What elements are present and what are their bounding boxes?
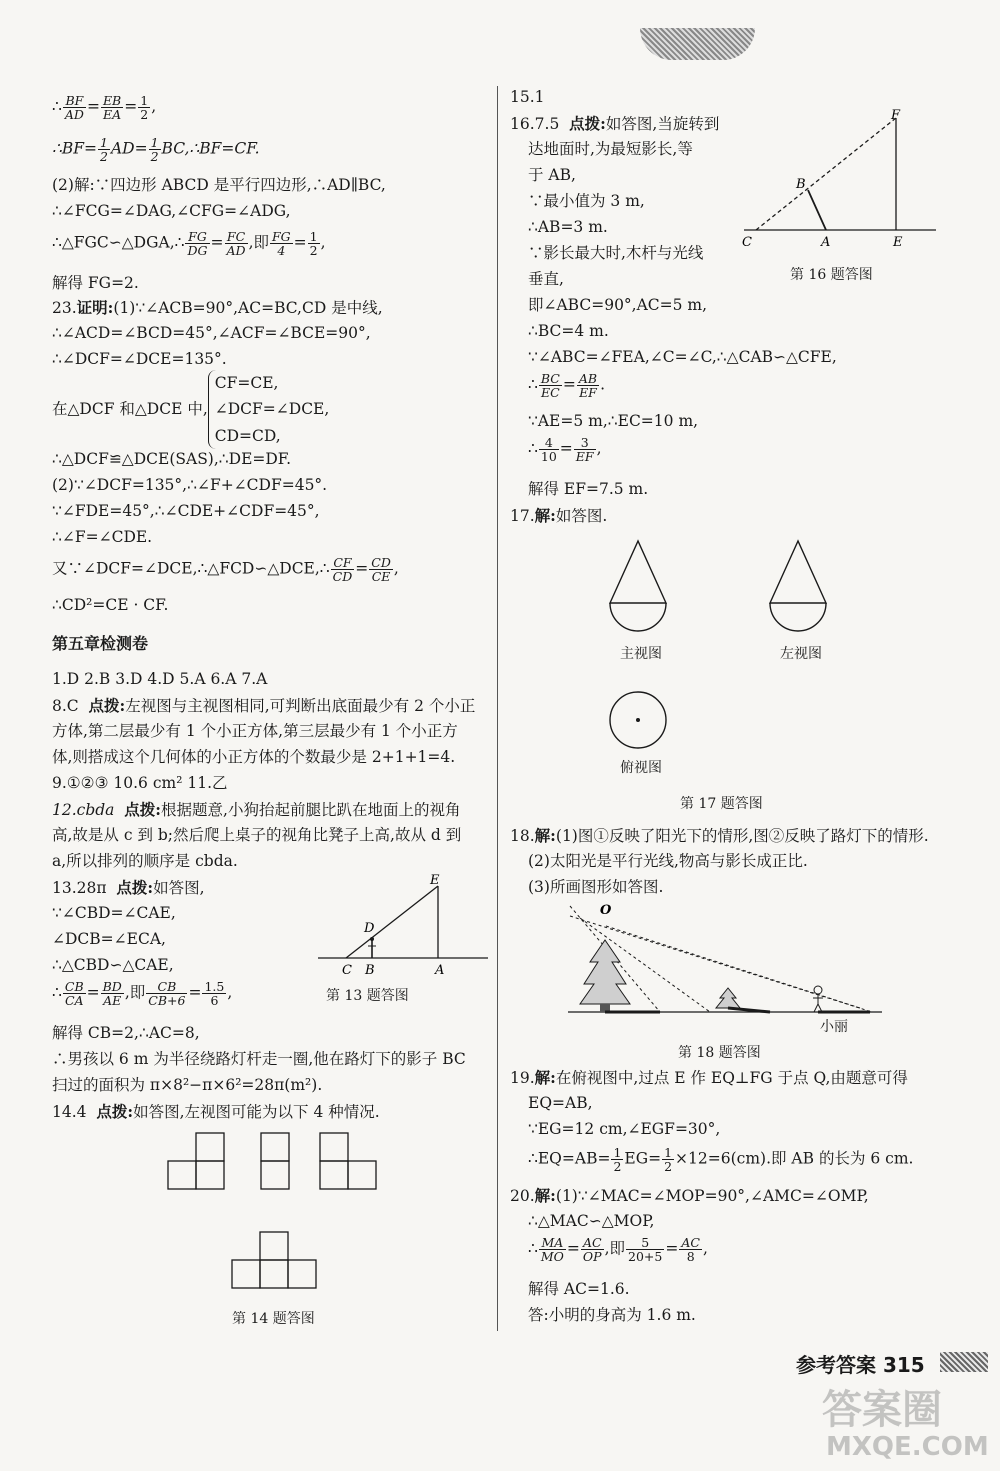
page-number: 315 bbox=[882, 1353, 925, 1377]
figure-16 bbox=[738, 108, 943, 248]
text-line: ∴△CBD∽△CAE, bbox=[52, 956, 174, 974]
label-e: E bbox=[893, 235, 903, 250]
brace-system: 在△DCF 和△DCE 中, CF=CE, ∠DCF=∠DCE, CD=CD, bbox=[52, 370, 329, 449]
problem-16-line: 16.7.5 点拨:如答图,当旋转到 bbox=[510, 114, 720, 133]
eq-line-r23: ∴EQ=AB= $\frac{1}{2}$ EG= $\frac{1}{2}$ ×12=6(cm).即 AB 的长为 6 cm. bbox=[528, 1145, 914, 1175]
text-line: ∵∠CBD=∠CAE, bbox=[52, 904, 176, 922]
label-e: E bbox=[430, 873, 440, 888]
text-line: ∴∠ACD=∠BCD=45°,∠ACF=∠BCE=90°, bbox=[52, 324, 371, 342]
text-line: 高,故是从 c 到 b;然后爬上桌子的视角比凳子上高,故从 d 到 bbox=[52, 826, 462, 844]
problem-8-line: 8.C 点拨:左视图与主视图相同,可判断出底面最少有 2 个小正 bbox=[52, 696, 476, 715]
text-line: ∵影长最大时,木杆与光线 bbox=[528, 244, 704, 262]
label-b: B bbox=[796, 177, 806, 192]
figure-18 bbox=[560, 900, 890, 1025]
problem-20-line: 20.解:(1)∵∠MAC=∠MOP=90°,∠AMC=∠OMP, bbox=[510, 1186, 869, 1205]
text-line: (3)所画图形如答图. bbox=[528, 878, 664, 896]
eq-line-2: ∴BF= $\frac{1}{2}$ AD= $\frac{1}{2}$ BC,∴BF=CF. bbox=[52, 135, 260, 165]
text-line: 体,则搭成这个几何体的小正方体的个数最少是 2+1+1=4. bbox=[52, 748, 456, 766]
problem-19-line: 19.解:在俯视图中,过点 E 作 EQ⊥FG 于点 Q,由题意可得 bbox=[510, 1068, 908, 1087]
figure-17-caption: 第 17 题答图 bbox=[680, 796, 763, 812]
top-view-label: 俯视图 bbox=[620, 760, 662, 776]
footer-decoration bbox=[940, 1352, 988, 1372]
text-line: 即∠ABC=90°,AC=5 m, bbox=[528, 296, 708, 314]
text-line: ∴∠DCF=∠DCE=135°. bbox=[52, 350, 227, 368]
text-line: ∵∠FDE=45°,∴∠CDE+∠CDF=45°, bbox=[52, 502, 320, 520]
problem-12-line: 12.cbda 点拨:根据题意,小狗抬起前腿比趴在地面上的视角 bbox=[52, 800, 461, 819]
footer-label: 参考答案 bbox=[796, 1353, 876, 1377]
text-line: (2)∵∠DCF=135°,∴∠F+∠CDF=45°. bbox=[52, 476, 328, 494]
xiaoli-label: 小丽 bbox=[820, 1019, 848, 1035]
watermark-url: MXQE.COM bbox=[826, 1432, 989, 1462]
text-line: ∴△MAC∽△MOP, bbox=[528, 1212, 655, 1230]
text-line: ∴△DCF≌△DCE(SAS),∴DE=DF. bbox=[52, 450, 292, 468]
label-b: B bbox=[365, 963, 375, 978]
text-line: 扫过的面积为 π×8²−π×6²=28π(m²). bbox=[52, 1076, 323, 1094]
text-line: ∴CD²=CE · CF. bbox=[52, 596, 169, 614]
label-a: A bbox=[435, 963, 445, 978]
label-d: D bbox=[364, 921, 375, 936]
text-line: 于 AB, bbox=[528, 166, 576, 184]
problem-14-line: 14.4 点拨:如答图,左视图可能为以下 4 种情况. bbox=[52, 1102, 380, 1121]
text-line: 解得 CB=2,∴AC=8, bbox=[52, 1024, 200, 1042]
text-line: ∴∠FCG=∠DAG,∠CFG=∠ADG, bbox=[52, 202, 291, 220]
page-footer bbox=[796, 1349, 925, 1378]
text-line: 垂直, bbox=[528, 270, 564, 288]
figure-13 bbox=[310, 870, 500, 980]
eq-line-r14: ∴ $\frac{4}{10}$ = $\frac{3}{EF}$ , bbox=[528, 435, 602, 465]
problem-23-line: 23.证明:(1)∵∠ACB=90°,AC=BC,CD 是中线, bbox=[52, 298, 383, 317]
text-line: (2)太阳光是平行光线,物高与影长成正比. bbox=[528, 852, 808, 870]
text-line: ∵EG=12 cm,∠EGF=30°, bbox=[528, 1120, 721, 1138]
text-line: ∴男孩以 6 m 为半径绕路灯杆走一圈,他在路灯下的影子 BC bbox=[52, 1050, 466, 1068]
text-line: ∴AB=3 m. bbox=[528, 218, 608, 236]
text-line: 方体,第二层最少有 1 个小正方体,第三层最少有 1 个小正方 bbox=[52, 722, 458, 740]
figure-14-caption: 第 14 题答图 bbox=[232, 1311, 315, 1327]
problem-18-line: 18.解:(1)图①反映了阳光下的情形,图②反映了路灯下的情形. bbox=[510, 826, 929, 845]
eq-line-r12: ∴ $\frac{BC}{EC}$ = $\frac{AB}{EF}$ . bbox=[528, 371, 606, 401]
figure-14 bbox=[160, 1125, 400, 1325]
left-view-label: 左视图 bbox=[780, 646, 822, 662]
text-line: EQ=AB, bbox=[528, 1094, 593, 1112]
figure-18-caption: 第 18 题答图 bbox=[678, 1045, 761, 1061]
section-heading: 第五章检测卷 bbox=[52, 634, 149, 653]
front-view-label: 主视图 bbox=[620, 646, 662, 662]
text-line: ∵AE=5 m,∴EC=10 m, bbox=[528, 412, 699, 430]
text-line: ∵∠ABC=∠FEA,∠C=∠C,∴△CAB∽△CFE, bbox=[528, 348, 837, 366]
figure-13-caption: 第 13 题答图 bbox=[326, 988, 409, 1004]
eq-line-1: ∴ $\frac{BF}{AD}$ = $\frac{EB}{EA}$ = $\frac{1}{2}$ , bbox=[52, 93, 157, 123]
label-f: F bbox=[891, 108, 901, 123]
eq-line-15: 又∵∠DCF=∠DCE,∴△FCD∽△DCE,∴ $\frac{CF}{CD}$ = $\frac{CD}{CE}$ , bbox=[52, 555, 399, 585]
column-divider bbox=[497, 86, 498, 1331]
label-c: C bbox=[342, 963, 352, 978]
text-line: ∴BC=4 m. bbox=[528, 322, 609, 340]
label-o: O bbox=[600, 903, 612, 918]
eq-line-5: ∴△FGC∽△DGA,∴ $\frac{FG}{DG}$ = $\frac{FC}{AD}$ ,即 $\frac{FG}{4}$ = $\frac{1}{2}$ , bbox=[52, 229, 326, 259]
text-line: ∠DCB=∠ECA, bbox=[52, 930, 166, 948]
text-line: 解得 FG=2. bbox=[52, 274, 139, 292]
label-a: A bbox=[821, 235, 831, 250]
text-line: ∵最小值为 3 m, bbox=[528, 192, 645, 210]
eq-line-13: ∴ $\frac{CB}{CA}$ = $\frac{BD}{AE}$ ,即 $\frac{CB}{CB+6}$ = $\frac{1.5}{6}$ , bbox=[52, 979, 233, 1009]
problem-13-line: 13.28π 点拨:如答图, bbox=[52, 878, 205, 897]
figure-16-caption: 第 16 题答图 bbox=[790, 267, 873, 283]
text-line: 达地面时,为最短影长,等 bbox=[528, 140, 693, 158]
text-line: 解得 EF=7.5 m. bbox=[528, 480, 649, 498]
answers-1-7: 1.D 2.B 3.D 4.D 5.A 6.A 7.A bbox=[52, 670, 268, 688]
header-decoration bbox=[640, 28, 755, 60]
text-line: (2)解:∵四边形 ABCD 是平行四边形,∴AD∥BC, bbox=[52, 176, 386, 194]
answers-9-11: 9.①②③ 10.6 cm² 11.乙 bbox=[52, 774, 228, 792]
watermark-logo: 答案圈 bbox=[822, 1387, 942, 1433]
text-line: a,所以排列的顺序是 cbda. bbox=[52, 852, 238, 870]
text-line: 解得 AC=1.6. bbox=[528, 1280, 630, 1298]
label-c: C bbox=[742, 235, 752, 250]
problem-17-line: 17.解:如答图. bbox=[510, 506, 608, 525]
text-line: 答:小明的身高为 1.6 m. bbox=[528, 1306, 696, 1324]
eq-line-r26: ∴ $\frac{MA}{MO}$ = $\frac{AC}{OP}$ ,即 $\frac{5}{20+5}$ = $\frac{AC}{8}$ , bbox=[528, 1235, 708, 1265]
text-line: ∴∠F=∠CDE. bbox=[52, 528, 153, 546]
answer-15: 15.1 bbox=[510, 88, 545, 106]
